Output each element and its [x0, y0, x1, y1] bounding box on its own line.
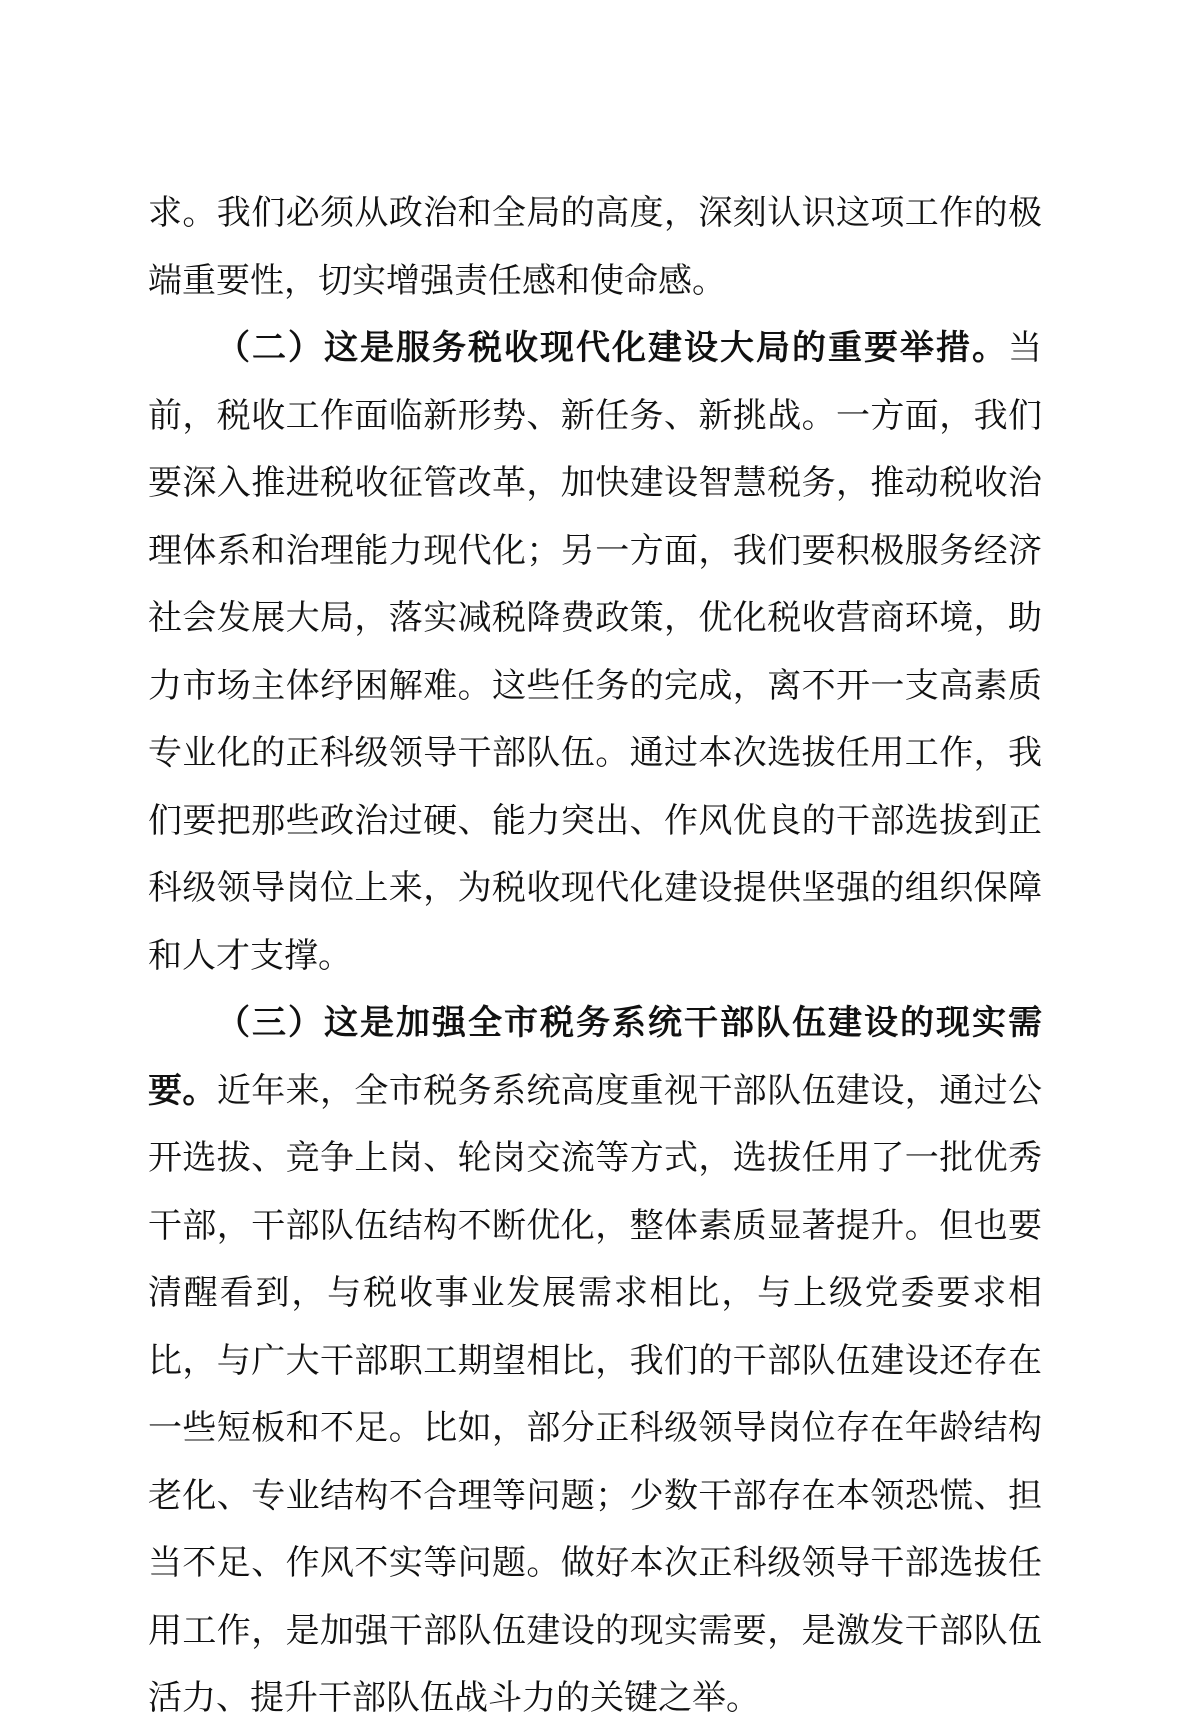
paragraph-text: 近年来，全市税务系统高度重视干部队伍建设，通过公开选拔、竞争上岗、轮岗交流等方式，选拔任用了一批优秀干部，干部队伍结构不断优化，整体素质显著提升。但也要清醒看到，与税收事业发展需求相比，与上级党委要求相比，与广大干部职工期望相比，我们的干部队伍建设还存在一些短板和不足。比如，部分正科级领导岗位存在年龄结构老化、专业结构不合理等问题；少数干部存在本领恐慌、担当不足、作风不实等问题。做好本次正科级领导干部选拔任用工作，是加强干部队伍建设的现实需要，是激发干部队伍活力、提升干部队伍战斗力的关键之举。 [148, 1070, 1043, 1718]
paragraph-section-two [148, 315, 1042, 990]
paragraph-text: 求。我们必须从政治和全局的高度，深刻认识这项工作的极端重要性，切实增强责任感和使命感。 [148, 193, 1042, 301]
section-heading-three: （三）这是加强全市税务系统干部队伍建设的现实需要。 [148, 1003, 1042, 1111]
paragraph-continued [148, 180, 1042, 315]
paragraph-text: 当前，税收工作面临新形势、新任务、新挑战。一方面，我们要深入推进税收征管改革，加快建设智慧税务，推动税收治理体系和治理能力现代化；另一方面，我们要积极服务经济社会发展大局，落实减税降费政策，优化税收营商环境，助力市场主体纾困解难。这些任务的完成，离不开一支高素质专业化的正科级领导干部队伍。通过本次选拔任用工作，我们要把那些政治过硬、能力突出、作风优良的干部选拔到正科级领导岗位上来，为税收现代化建设提供坚强的组织保障和人才支撑。 [148, 328, 1042, 976]
section-heading-two: （二）这是服务税收现代化建设大局的重要举措。 [216, 328, 1008, 368]
paragraph-section-three [148, 990, 1042, 1733]
document-body [148, 180, 1042, 1733]
